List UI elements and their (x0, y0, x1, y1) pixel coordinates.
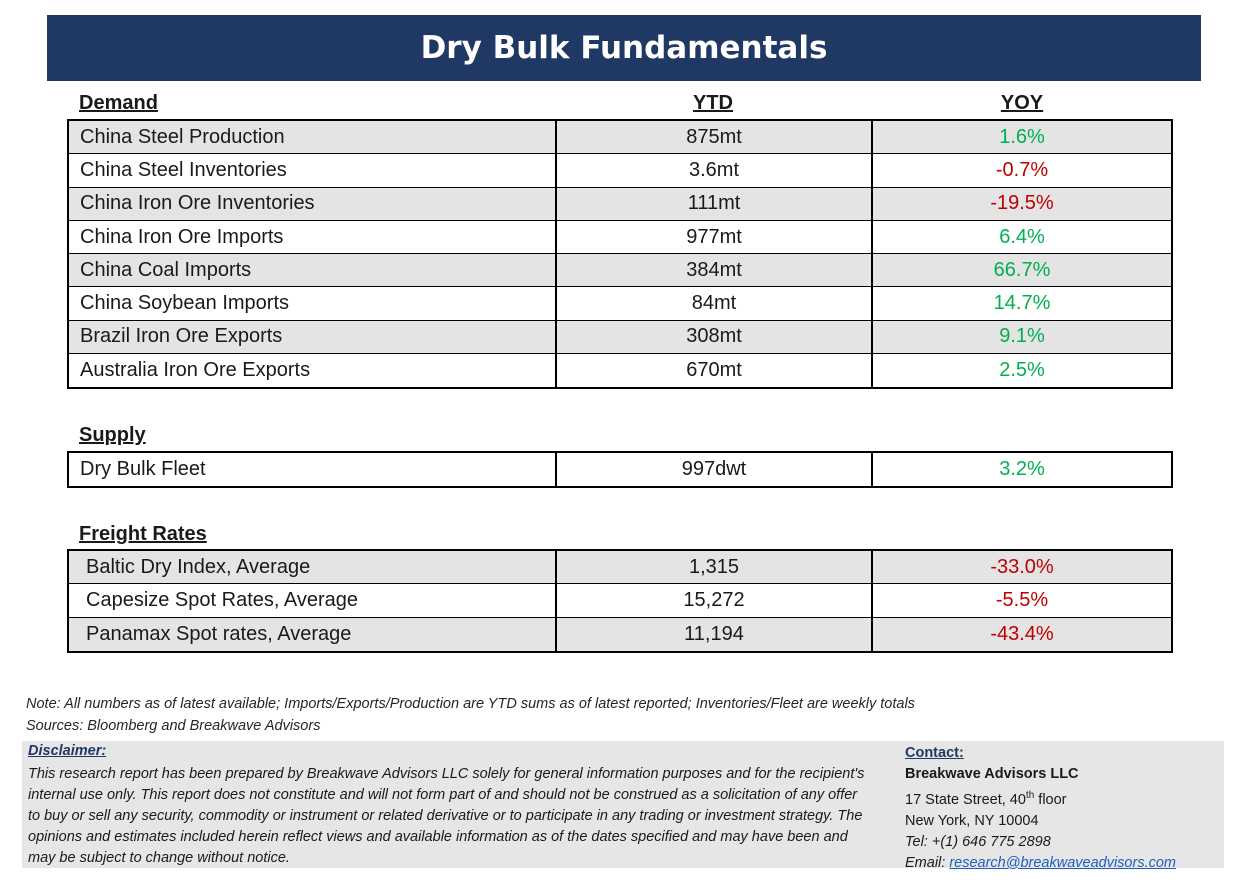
ytd-value: 308mt (557, 321, 873, 353)
yoy-value: 3.2% (999, 458, 1045, 481)
ytd-value: 977mt (557, 221, 873, 253)
yoy-value: -19.5% (990, 192, 1054, 215)
table-row (69, 551, 1171, 584)
yoy-value: 6.4% (999, 225, 1045, 248)
ytd-value: 384mt (557, 254, 873, 286)
metric-name: China Coal Imports (69, 254, 557, 286)
contact-city: New York, NY 10004 (905, 812, 1039, 829)
yoy-value: -5.5% (995, 588, 1049, 611)
metric-name: Brazil Iron Ore Exports (69, 321, 557, 353)
table-row (69, 254, 1171, 287)
disclaimer-text: This research report has been prepared by Breakwave Advisors LLC solely for general information purposes and for the recipient's internal use only. This report does not constitute and will not form part of and should not be construed as a solicitation of any offer to buy or sell any security, commodity or instrument or related derivative or to participate in any trading or investment strategy. The opinions and estimates included herein reflect views and available information as of the dates specified and may have been and may be subject to change without notice. (28, 766, 865, 866)
metric-name: China Iron Ore Inventories (69, 188, 557, 220)
contact-address: 17 State Street, 40th floor (905, 790, 1067, 808)
table-row (69, 584, 1171, 617)
ytd-value: 875mt (557, 121, 873, 153)
ytd-value: 111mt (557, 188, 873, 220)
disclaimer-title: Disclaimer: (28, 743, 107, 759)
contact-email-line: Email: research@breakwaveadvisors.com (905, 854, 1176, 871)
ytd-column-header: YTD (693, 92, 733, 114)
demand-table (67, 119, 1173, 389)
table-row (69, 354, 1171, 387)
demand-heading: Demand (79, 92, 158, 114)
supply-table (67, 451, 1173, 488)
contact-tel: Tel: +(1) 646 775 2898 (905, 833, 1051, 850)
table-row (69, 287, 1171, 320)
metric-name: Capesize Spot Rates, Average (69, 584, 557, 616)
table-row (69, 188, 1171, 221)
yoy-value: -33.0% (990, 555, 1054, 578)
table-row (69, 121, 1171, 154)
ytd-value: 3.6mt (557, 154, 873, 186)
yoy-value: 9.1% (999, 325, 1045, 348)
table-row (69, 321, 1171, 354)
yoy-column-header: YOY (1000, 92, 1044, 114)
yoy-value: 2.5% (999, 359, 1045, 382)
table-row (69, 221, 1171, 254)
metric-name: Dry Bulk Fleet (69, 453, 557, 486)
contact-email-link[interactable]: research@breakwaveadvisors.com (949, 854, 1176, 871)
yoy-value: 66.7% (993, 258, 1051, 281)
table-row (69, 154, 1171, 187)
metric-name: China Iron Ore Imports (69, 221, 557, 253)
yoy-value: 1.6% (999, 125, 1045, 148)
ytd-value: 1,315 (557, 551, 873, 583)
footnote: Note: All numbers as of latest available; Imports/Exports/Production are YTD sums as of latest reported; Inventories/Fleet are weekly totals (26, 696, 915, 712)
yoy-value: -43.4% (990, 622, 1054, 645)
metric-name: China Soybean Imports (69, 287, 557, 319)
sources-note: Sources: Bloomberg and Breakwave Advisors (26, 718, 321, 734)
contact-company: Breakwave Advisors LLC (905, 766, 1079, 782)
ytd-value: 15,272 (557, 584, 873, 616)
ytd-value: 997dwt (557, 453, 873, 486)
freight-heading: Freight Rates (79, 523, 207, 545)
metric-name: China Steel Inventories (69, 154, 557, 186)
metric-name: Australia Iron Ore Exports (69, 354, 557, 387)
table-row (69, 453, 1171, 486)
table-row (69, 618, 1171, 651)
freight-table (67, 549, 1173, 653)
disclaimer-panel (22, 741, 1224, 871)
page-title: Dry Bulk Fundamentals (47, 15, 1201, 81)
contact-title: Contact: (905, 745, 964, 761)
ytd-value: 11,194 (557, 618, 873, 651)
metric-name: Baltic Dry Index, Average (69, 551, 557, 583)
metric-name: China Steel Production (69, 121, 557, 153)
contact-block (905, 743, 1176, 874)
ytd-value: 84mt (557, 287, 873, 319)
supply-heading: Supply (79, 424, 146, 446)
yoy-value: 14.7% (993, 292, 1051, 315)
metric-name: Panamax Spot rates, Average (69, 618, 557, 651)
ytd-value: 670mt (557, 354, 873, 387)
yoy-value: -0.7% (995, 158, 1049, 181)
